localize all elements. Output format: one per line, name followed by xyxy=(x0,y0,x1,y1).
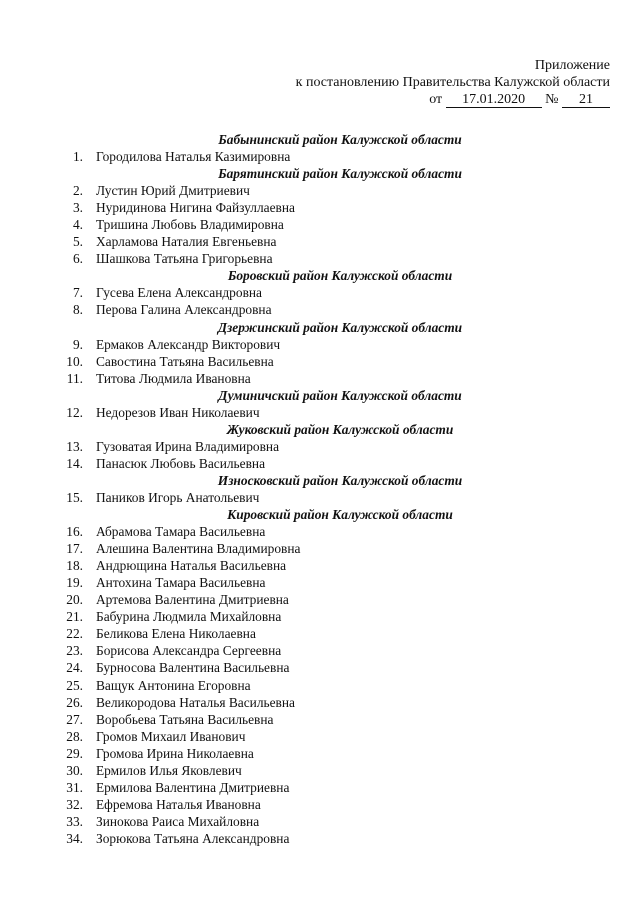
list-item xyxy=(60,796,580,813)
item-number: 11. xyxy=(66,370,83,386)
list-item xyxy=(60,523,580,540)
person-name: Нуридинова Нигина Файзуллаевна xyxy=(96,200,295,216)
list-item xyxy=(60,642,580,659)
item-number: 30. xyxy=(66,762,83,778)
person-name: Ващук Антонина Егоровна xyxy=(96,677,251,693)
item-number: 8. xyxy=(72,302,83,318)
district-heading: Барятинский район Калужской области xyxy=(218,166,462,182)
list-item xyxy=(60,557,580,574)
item-number: 20. xyxy=(66,592,83,608)
list-item xyxy=(60,284,580,301)
person-name: Воробьева Татьяна Васильевна xyxy=(96,711,274,727)
recipients-list xyxy=(60,131,580,847)
resolution-number: 21 xyxy=(562,92,610,108)
person-name: Великородова Наталья Васильевна xyxy=(96,694,295,710)
district-heading: Кировский район Калужской области xyxy=(227,507,453,523)
list-item xyxy=(60,148,580,165)
item-number: 5. xyxy=(72,234,83,250)
appendix-title: Приложение xyxy=(534,58,610,73)
resolution-date: 17.01.2020 xyxy=(446,92,542,108)
district-heading: Думиничский район Калужской области xyxy=(218,387,462,403)
list-item xyxy=(60,608,580,625)
person-name: Титова Людмила Ивановна xyxy=(96,370,251,386)
person-name: Гузоватая Ирина Владимировна xyxy=(96,438,280,454)
item-number: 31. xyxy=(66,779,83,795)
person-name: Гусева Елена Александровна xyxy=(96,285,262,301)
person-name: Лустин Юрий Дмитриевич xyxy=(96,183,250,199)
list-item xyxy=(60,216,580,233)
item-number: 7. xyxy=(72,285,83,301)
item-number: 2. xyxy=(72,183,83,199)
list-item xyxy=(60,779,580,796)
document-header xyxy=(296,57,610,108)
list-item xyxy=(60,370,580,387)
list-item xyxy=(60,625,580,642)
district-heading: Бабынинский район Калужской области xyxy=(218,132,462,147)
person-name: Зорюкова Татьяна Александровна xyxy=(96,830,290,846)
district-heading: Дзержинский район Калужской области xyxy=(217,319,463,335)
list-item xyxy=(60,250,580,267)
item-number: 4. xyxy=(72,217,83,233)
person-name: Тришина Любовь Владимировна xyxy=(96,217,284,233)
district-heading: Жуковский район Калужской области xyxy=(226,421,454,437)
list-item xyxy=(60,813,580,830)
person-name: Андрющина Наталья Васильевна xyxy=(96,558,287,574)
date-prefix: от xyxy=(429,92,443,107)
list-item xyxy=(60,711,580,728)
item-number: 28. xyxy=(66,728,83,744)
list-item xyxy=(60,336,580,353)
item-number: 27. xyxy=(66,711,83,727)
list-item xyxy=(60,591,580,608)
item-number: 13. xyxy=(66,438,83,454)
district-heading: Износковский район Калужской области xyxy=(217,472,463,488)
list-item xyxy=(60,489,580,506)
person-name: Паников Игорь Анатольевич xyxy=(96,489,260,505)
item-number: 21. xyxy=(66,609,83,625)
list-item xyxy=(60,353,580,370)
item-number: 16. xyxy=(66,524,83,540)
person-name: Абрамова Тамара Васильевна xyxy=(96,524,266,540)
list-item xyxy=(60,233,580,250)
item-number: 1. xyxy=(72,149,83,165)
item-number: 29. xyxy=(66,745,83,761)
person-name: Ефремова Наталья Ивановна xyxy=(96,796,261,812)
item-number: 17. xyxy=(66,541,83,557)
person-name: Беликова Елена Николаевна xyxy=(96,626,256,642)
item-number: 33. xyxy=(66,813,83,829)
person-name: Ермаков Александр Викторович xyxy=(96,336,281,352)
person-name: Савостина Татьяна Васильевна xyxy=(96,353,274,369)
number-prefix: № xyxy=(545,92,559,107)
list-item xyxy=(60,694,580,711)
district-heading: Боровский район Калужской области xyxy=(227,268,453,284)
person-name: Артемова Валентина Дмитриевна xyxy=(96,592,289,608)
list-item xyxy=(60,455,580,472)
item-number: 19. xyxy=(66,575,83,591)
item-number: 15. xyxy=(66,489,83,505)
item-number: 25. xyxy=(66,677,83,693)
person-name: Городилова Наталья Казимировна xyxy=(96,149,291,165)
item-number: 14. xyxy=(66,455,83,471)
resolution-date-line xyxy=(296,91,610,108)
resolution-reference: к постановлению Правительства Калужской области xyxy=(295,75,610,90)
person-name: Алешина Валентина Владимировна xyxy=(96,541,301,557)
person-name: Ермилова Валентина Дмитриевна xyxy=(96,779,290,795)
list-item xyxy=(60,762,580,779)
list-item xyxy=(60,574,580,591)
person-name: Бурносова Валентина Васильевна xyxy=(96,660,290,676)
list-item xyxy=(60,677,580,694)
person-name: Недорезов Иван Николаевич xyxy=(96,404,260,420)
person-name: Громова Ирина Николаевна xyxy=(96,745,254,761)
item-number: 10. xyxy=(66,353,83,369)
person-name: Бабурина Людмила Михайловна xyxy=(96,609,282,625)
item-number: 34. xyxy=(66,830,83,846)
list-item xyxy=(60,728,580,745)
item-number: 26. xyxy=(66,694,83,710)
item-number: 22. xyxy=(66,626,83,642)
item-number: 6. xyxy=(72,251,83,267)
person-name: Громов Михаил Иванович xyxy=(96,728,246,744)
list-item xyxy=(60,438,580,455)
item-number: 24. xyxy=(66,660,83,676)
list-item xyxy=(60,540,580,557)
person-name: Антохина Тамара Васильевна xyxy=(96,575,266,591)
person-name: Шашкова Татьяна Григорьевна xyxy=(96,251,273,267)
item-number: 3. xyxy=(72,200,83,216)
list-item xyxy=(60,199,580,216)
list-item xyxy=(60,301,580,318)
person-name: Ермилов Илья Яковлевич xyxy=(96,762,242,778)
item-number: 23. xyxy=(66,643,83,659)
person-name: Зинокова Раиса Михайловна xyxy=(96,813,260,829)
list-item xyxy=(60,182,580,199)
list-item xyxy=(60,404,580,421)
item-number: 18. xyxy=(66,558,83,574)
list-item xyxy=(60,830,580,847)
person-name: Харламова Наталия Евгеньевна xyxy=(96,234,277,250)
item-number: 32. xyxy=(66,796,83,812)
person-name: Перова Галина Александровна xyxy=(96,302,272,318)
item-number: 9. xyxy=(72,336,83,352)
item-number: 12. xyxy=(66,404,83,420)
list-item xyxy=(60,745,580,762)
person-name: Панасюк Любовь Васильевна xyxy=(96,455,266,471)
list-item xyxy=(60,659,580,676)
person-name: Борисова Александра Сергеевна xyxy=(96,643,282,659)
